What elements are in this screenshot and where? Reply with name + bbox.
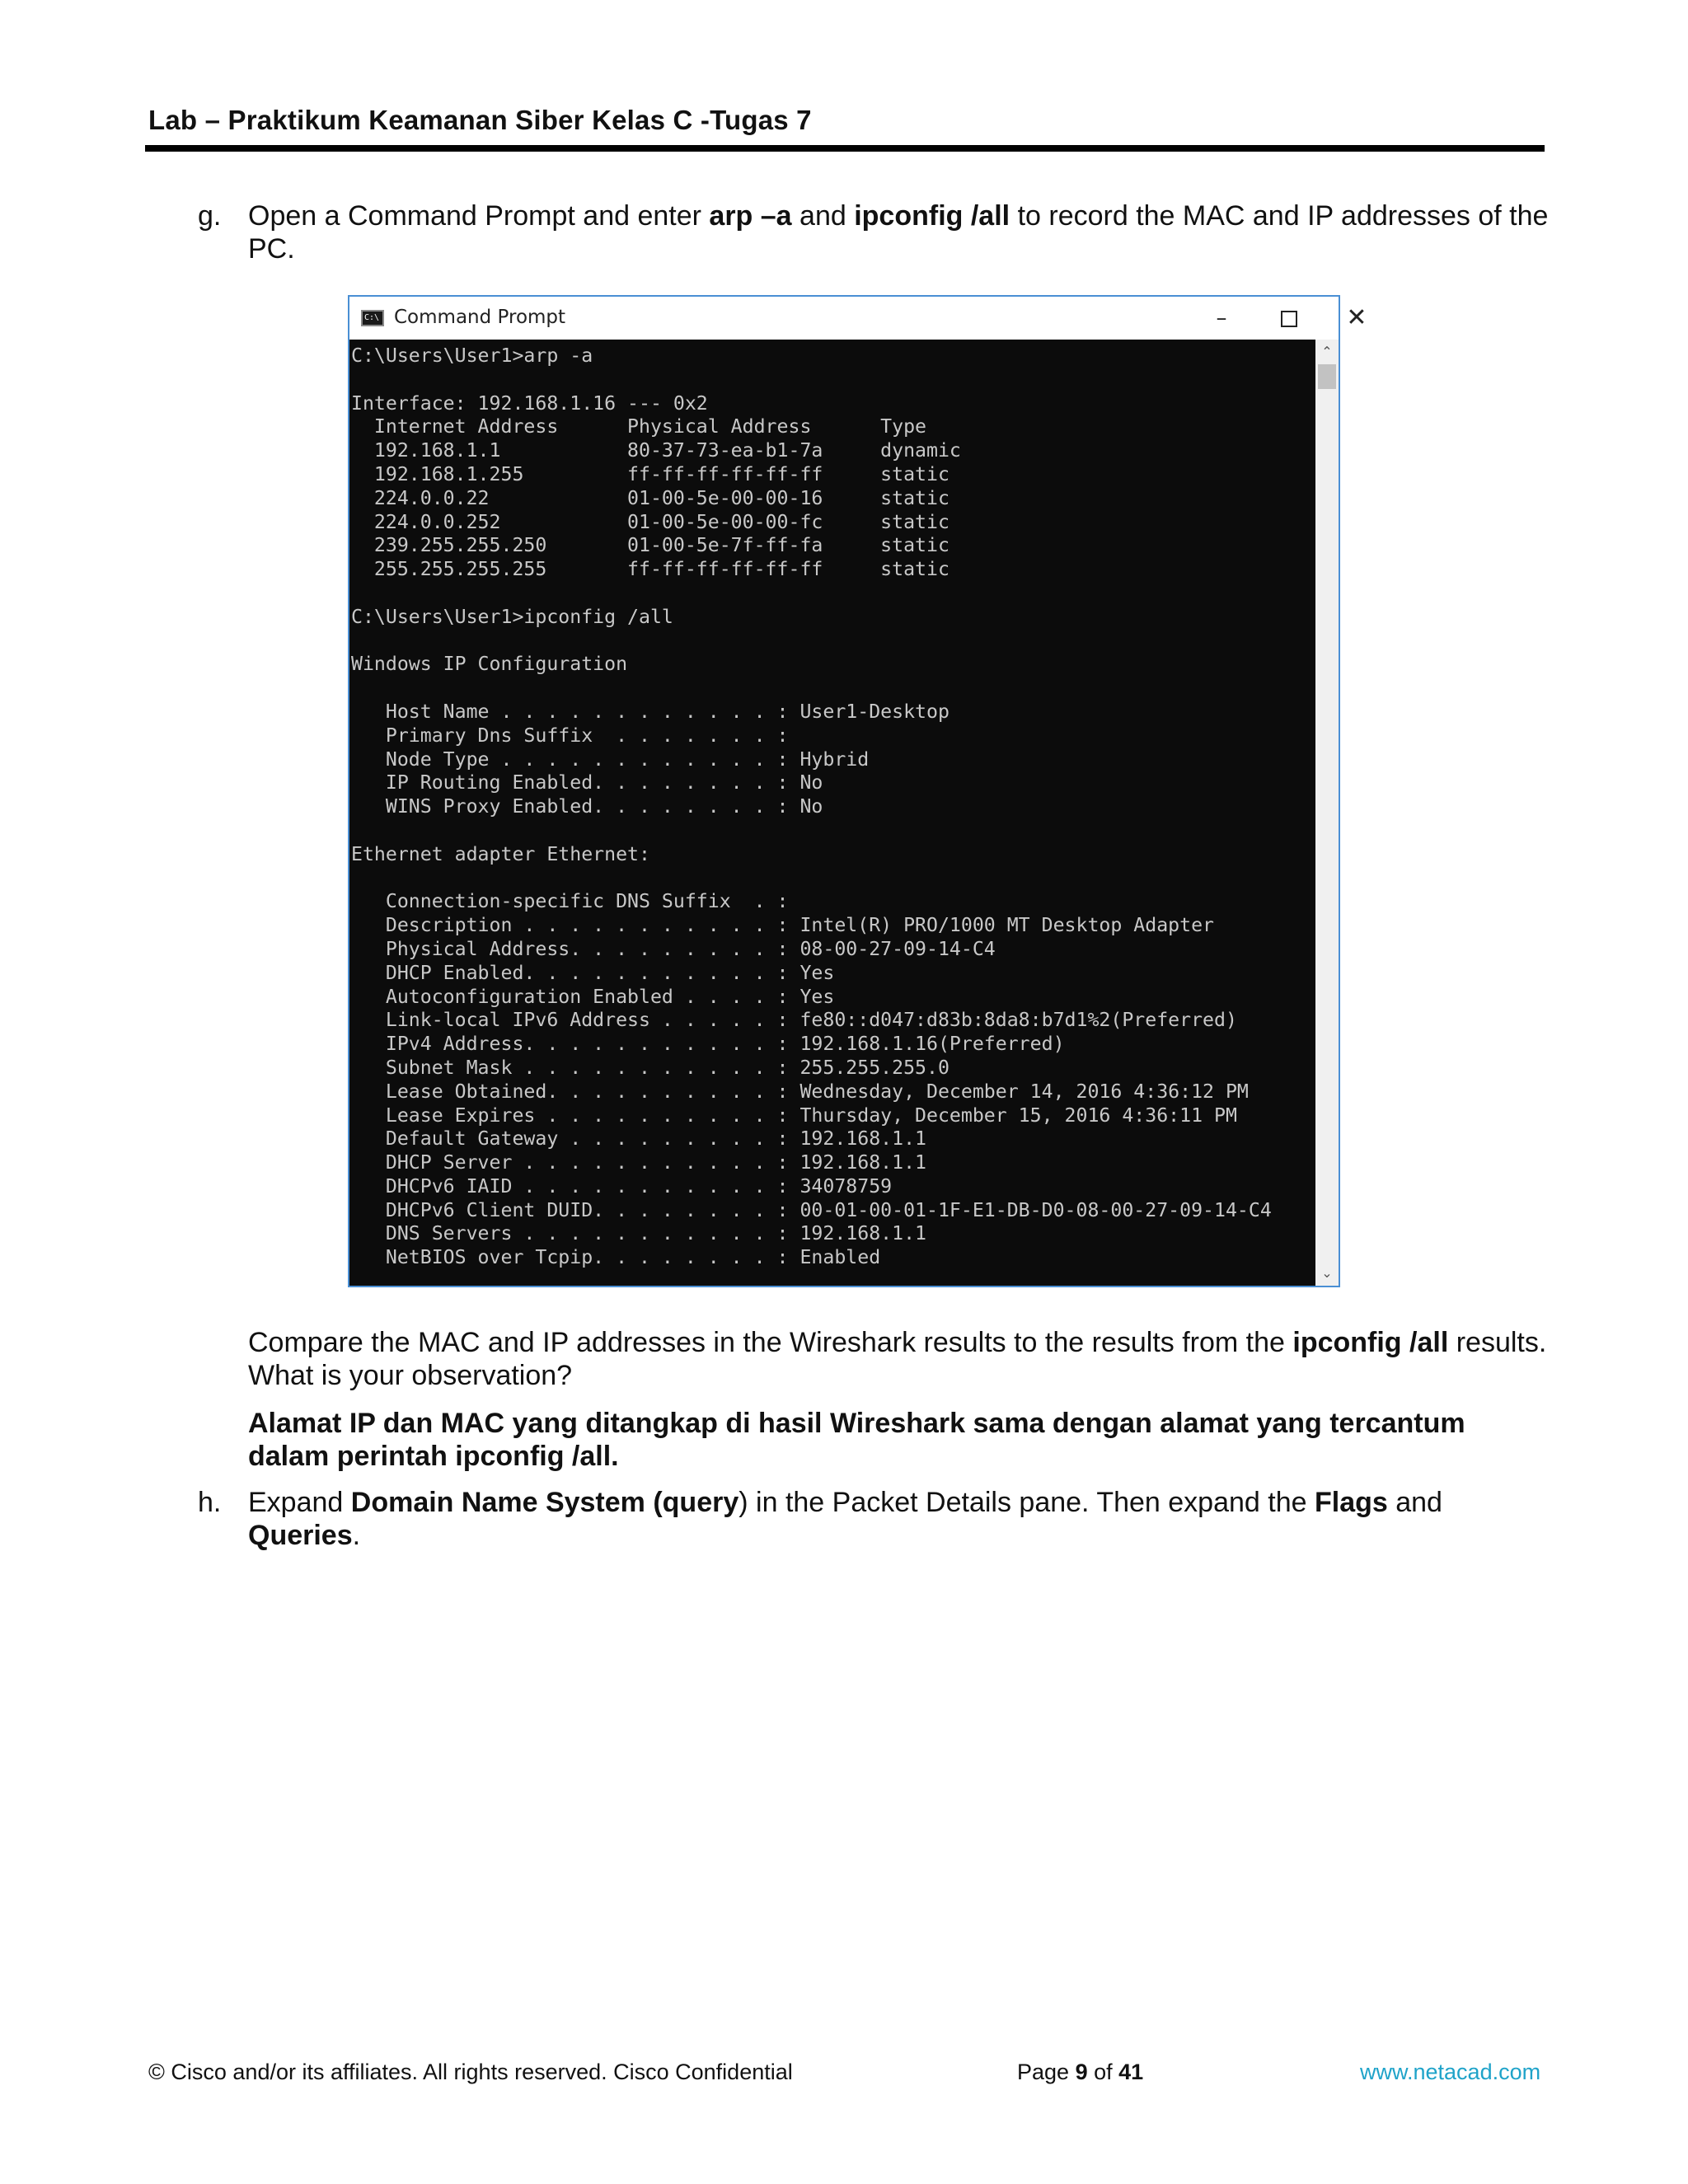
scroll-down-icon[interactable]: ⌄ [1321,1265,1333,1281]
vertical-scrollbar[interactable] [1315,340,1339,1286]
command-prompt-window [348,295,1367,1287]
minimize-button[interactable]: – [1216,306,1227,330]
command-arp: arp –a [709,200,792,232]
step-bold-text: Flags [1314,1487,1388,1518]
close-button[interactable]: ✕ [1346,303,1367,332]
page-label: Page [1017,2060,1076,2084]
step-marker: g. [198,200,222,232]
header-divider [145,145,1545,152]
step-text: ) in the Packet Details pane. Then expand the [738,1487,1315,1518]
step-text: and [791,200,855,232]
current-page: 9 [1075,2060,1088,2084]
window-titlebar[interactable] [349,297,1367,340]
command-ipconfig: ipconfig /all [1292,1327,1449,1358]
question-part: results. What is your observation? [248,1327,1547,1391]
console-icon: C:\ [361,310,384,326]
page-label: of [1087,2060,1119,2084]
step-text: . [352,1520,361,1551]
total-pages: 41 [1118,2060,1144,2084]
footer-page-number [1017,2059,1143,2085]
question-part: Compare the MAC and IP addresses in the Wireshark results to the results from the [248,1327,1293,1358]
step-text: and [1387,1487,1442,1518]
question-text [248,1326,1550,1392]
step-text: Expand [248,1487,351,1518]
window-title: Command Prompt [394,307,566,328]
step-text: Open a Command Prompt and enter [248,200,710,232]
step-bold-text: Domain Name System (query [350,1487,739,1518]
maximize-button[interactable] [1264,302,1314,335]
console-output: C:\Users\User1>arp -a Interface: 192.168.1.16 --- 0x2 Internet Address Physical Address Type 192.168.1.1 80-37-73-ea-b1-7a dynamic 192.168.1.255 ff-ff-ff-ff-ff-ff static 224.0.0.22 01-00-5e-00-00-16 static 224.0.0.252 01-00-5e-00-00-fc static 239.255.255.250 01-00-5e-7f-ff-fa static 255.255.255.255 ff-ff-ff-ff-ff-ff static C:\Users\User1>ipconfig /all Windows IP Configuration Host Name . . . . . . . . . . . . : User1-Desktop Primary Dns Suffix . . . . . . . : Node Type . . . . . . . . . . . . : Hybrid IP Routing Enabled. . . . . . . . : No WINS Proxy Enabled. . . . . . . . : No Ethernet adapter Ethernet: Connection-specific DNS Suffix . : Description . . . . . . . . . . . : Intel(R) PRO/1000 MT Desktop Adapter Physical Address. . . . . . . . . : 08-00-27-09-14-C4 DHCP Enabled. . . . . . . . . . . : Yes Autoconfiguration Enabled . . . . : Yes Link-local IPv6 Address . . . . . : fe80::d047:d83b:8da8:b7d1%2(Preferred) IPv4 Address. . . . . . . . . . . : 192.168.1.16(Preferred) Subnet Mask . . . . . . . . . . . : 255.255.255.0 Lease Obtained. . . . . . . . . . : Wednesday, December 14, 2016 4:36:12 PM Lease Expires . . . . . . . . . . : Thursday, December 15, 2016 4:36:11 PM Default Gateway . . . . . . . . . : 192.168.1.1 DHCP Server . . . . . . . . . . . : 192.168.1.1 DHCPv6 IAID . . . . . . . . . . . : 34078759 DHCPv6 Client DUID. . . . . . . . : 00-01-00-01-1F-E1-DB-D0-08-00-27-09-14-C4 DNS Servers . . . . . . . . . . . : 192.168.1.1 NetBIOS over Tcpip. . . . . . . . : Enabled [351,344,1272,1269]
console-output-area[interactable] [349,340,1315,1286]
step-text: to record the MAC and IP addresses of the PC. [248,200,1549,265]
scrollbar-thumb[interactable] [1318,364,1336,389]
step-h-text [248,1486,1550,1552]
footer-copyright: © Cisco and/or its affiliates. All rights reserved. Cisco Confidential [148,2060,793,2084]
maximize-icon [1281,311,1297,327]
step-bold-text: Queries [248,1520,353,1551]
command-ipconfig: ipconfig /all [854,200,1010,232]
scroll-up-icon[interactable]: ⌃ [1321,344,1333,359]
step-marker: h. [198,1487,222,1518]
document-header-title: Lab – Praktikum Keamanan Siber Kelas C -Tugas 7 [148,105,812,135]
answer-text: Alamat IP dan MAC yang ditangkap di hasil Wireshark sama dengan alamat yang tercantum dalam perintah ipconfig /all. [248,1408,1465,1472]
step-g-text [248,199,1550,265]
footer-website-link[interactable]: www.netacad.com [1360,2060,1541,2084]
